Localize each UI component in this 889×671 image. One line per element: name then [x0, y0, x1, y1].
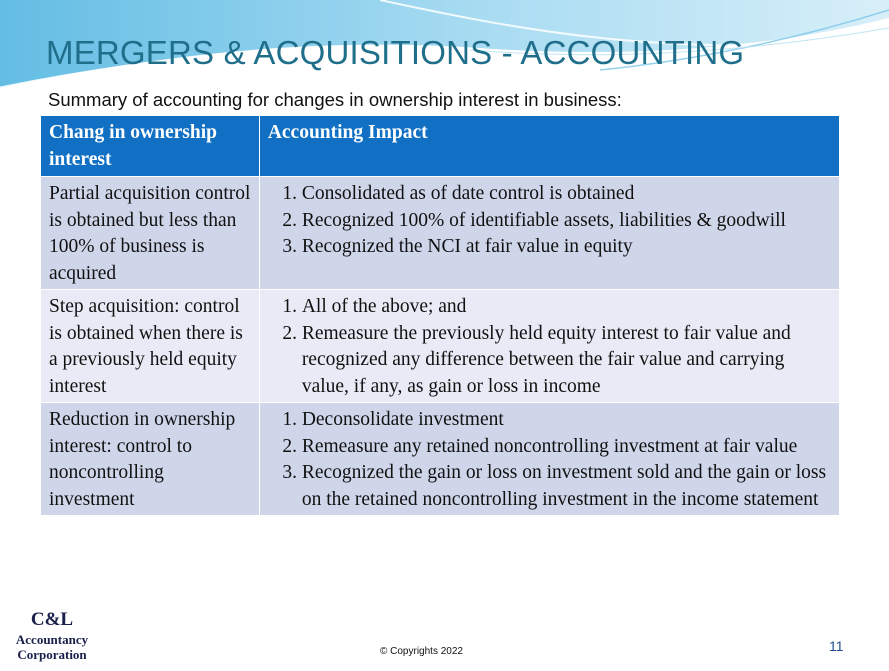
logo-line-2: Corporation: [17, 647, 87, 662]
impact-cell: [259, 403, 839, 516]
page-number: 11: [829, 638, 844, 654]
logo-line-1: Accountancy: [15, 632, 89, 647]
impact-item: 2. Remeasure the previously held equity interest to fair value and recognized any difference between the fair value and carrying value, if any, as gain or loss in income: [302, 321, 831, 401]
impact-item: 1. Consolidated as of date control is obtained: [302, 181, 831, 208]
change-cell: Reduction in ownership interest: control to noncontrolling investment: [41, 403, 260, 516]
header-change-in-ownership: Chang in ownership interest: [41, 116, 260, 177]
change-cell: Partial acquisition control is obtained but less than 100% of business is acquired: [41, 177, 260, 290]
copyright-notice: © Copyrights 2022: [380, 646, 463, 657]
header-accounting-impact: Accounting Impact: [259, 116, 839, 177]
impact-item: 3. Recognized the NCI at fair value in equity: [302, 234, 831, 261]
impact-item: 2. Recognized 100% of identifiable assets, liabilities & goodwill: [302, 208, 831, 235]
logo-mark: C&L: [30, 609, 74, 630]
table-row: [41, 403, 840, 516]
accounting-summary-table: [40, 115, 840, 516]
impact-item: 3. Recognized the gain or loss on investment sold and the gain or loss on the retained noncontrolling investment in the income statement: [302, 460, 831, 513]
impact-list: [268, 407, 831, 513]
impact-item: 1. All of the above; and: [302, 294, 831, 321]
impact-list: [268, 181, 831, 261]
impact-cell: [259, 177, 839, 290]
impact-cell: [259, 290, 839, 403]
table-row: [41, 177, 840, 290]
impact-list: [268, 294, 831, 400]
table-header-row: [41, 116, 840, 177]
company-logo: [0, 606, 104, 668]
impact-item: 2. Remeasure any retained noncontrolling investment at fair value: [302, 434, 831, 461]
slide-subtitle: Summary of accounting for changes in ownership interest in business:: [48, 89, 622, 110]
table-row: [41, 290, 840, 403]
change-cell: Step acquisition: control is obtained when there is a previously held equity interest: [41, 290, 260, 403]
impact-item: 1. Deconsolidate investment: [302, 407, 831, 434]
slide-title: MERGERS & ACQUISITIONS - ACCOUNTING: [46, 34, 745, 71]
